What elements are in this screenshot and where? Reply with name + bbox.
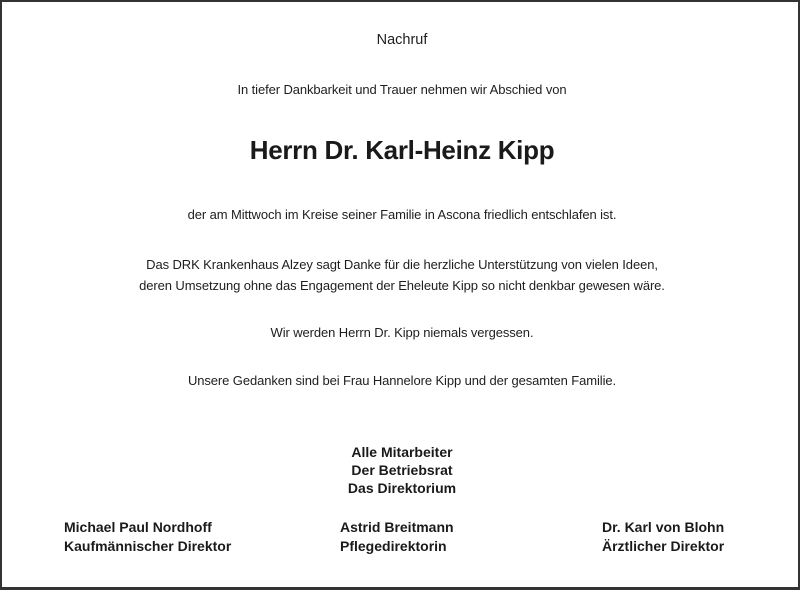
sender-group-staff: Alle Mitarbeiter xyxy=(351,444,453,460)
sender-group-works-council: Der Betriebsrat xyxy=(351,462,453,478)
signatory-role: Pflegedirektorin xyxy=(340,538,447,554)
signatory-role: Ärztlicher Direktor xyxy=(602,538,725,554)
notice-title: Nachruf xyxy=(376,32,428,48)
signatory-name: Astrid Breitmann xyxy=(340,519,454,535)
sender-group-directorate: Das Direktorium xyxy=(347,480,457,496)
signatory-role: Kaufmännischer Direktor xyxy=(64,538,232,554)
thanks-line-1: Das DRK Krankenhaus Alzey sagt Danke für die herzliche Unterstützung von vielen Ideen, xyxy=(146,257,658,272)
condolence-text: Unsere Gedanken sind bei Frau Hannelore Kipp und der gesamten Familie. xyxy=(187,373,617,388)
signatory-name: Michael Paul Nordhoff xyxy=(64,519,212,535)
signatory-commercial-director xyxy=(64,518,231,556)
signatory-nursing-director xyxy=(340,518,454,556)
thanks-line-2: deren Umsetzung ohne das Engagement der Eheleute Kipp so nicht denkbar gewesen wäre. xyxy=(139,278,665,293)
deceased-name: Herrn Dr. Karl-Heinz Kipp xyxy=(249,135,555,165)
signatory-name: Dr. Karl von Blohn xyxy=(602,519,725,535)
signatory-medical-director xyxy=(602,518,724,556)
intro-text: In tiefer Dankbarkeit und Trauer nehmen wir Abschied von xyxy=(237,82,567,97)
passing-text: der am Mittwoch im Kreise seiner Familie in Ascona friedlich entschlafen ist. xyxy=(187,207,617,222)
remembrance-text: Wir werden Herrn Dr. Kipp niemals vergessen. xyxy=(270,325,534,340)
